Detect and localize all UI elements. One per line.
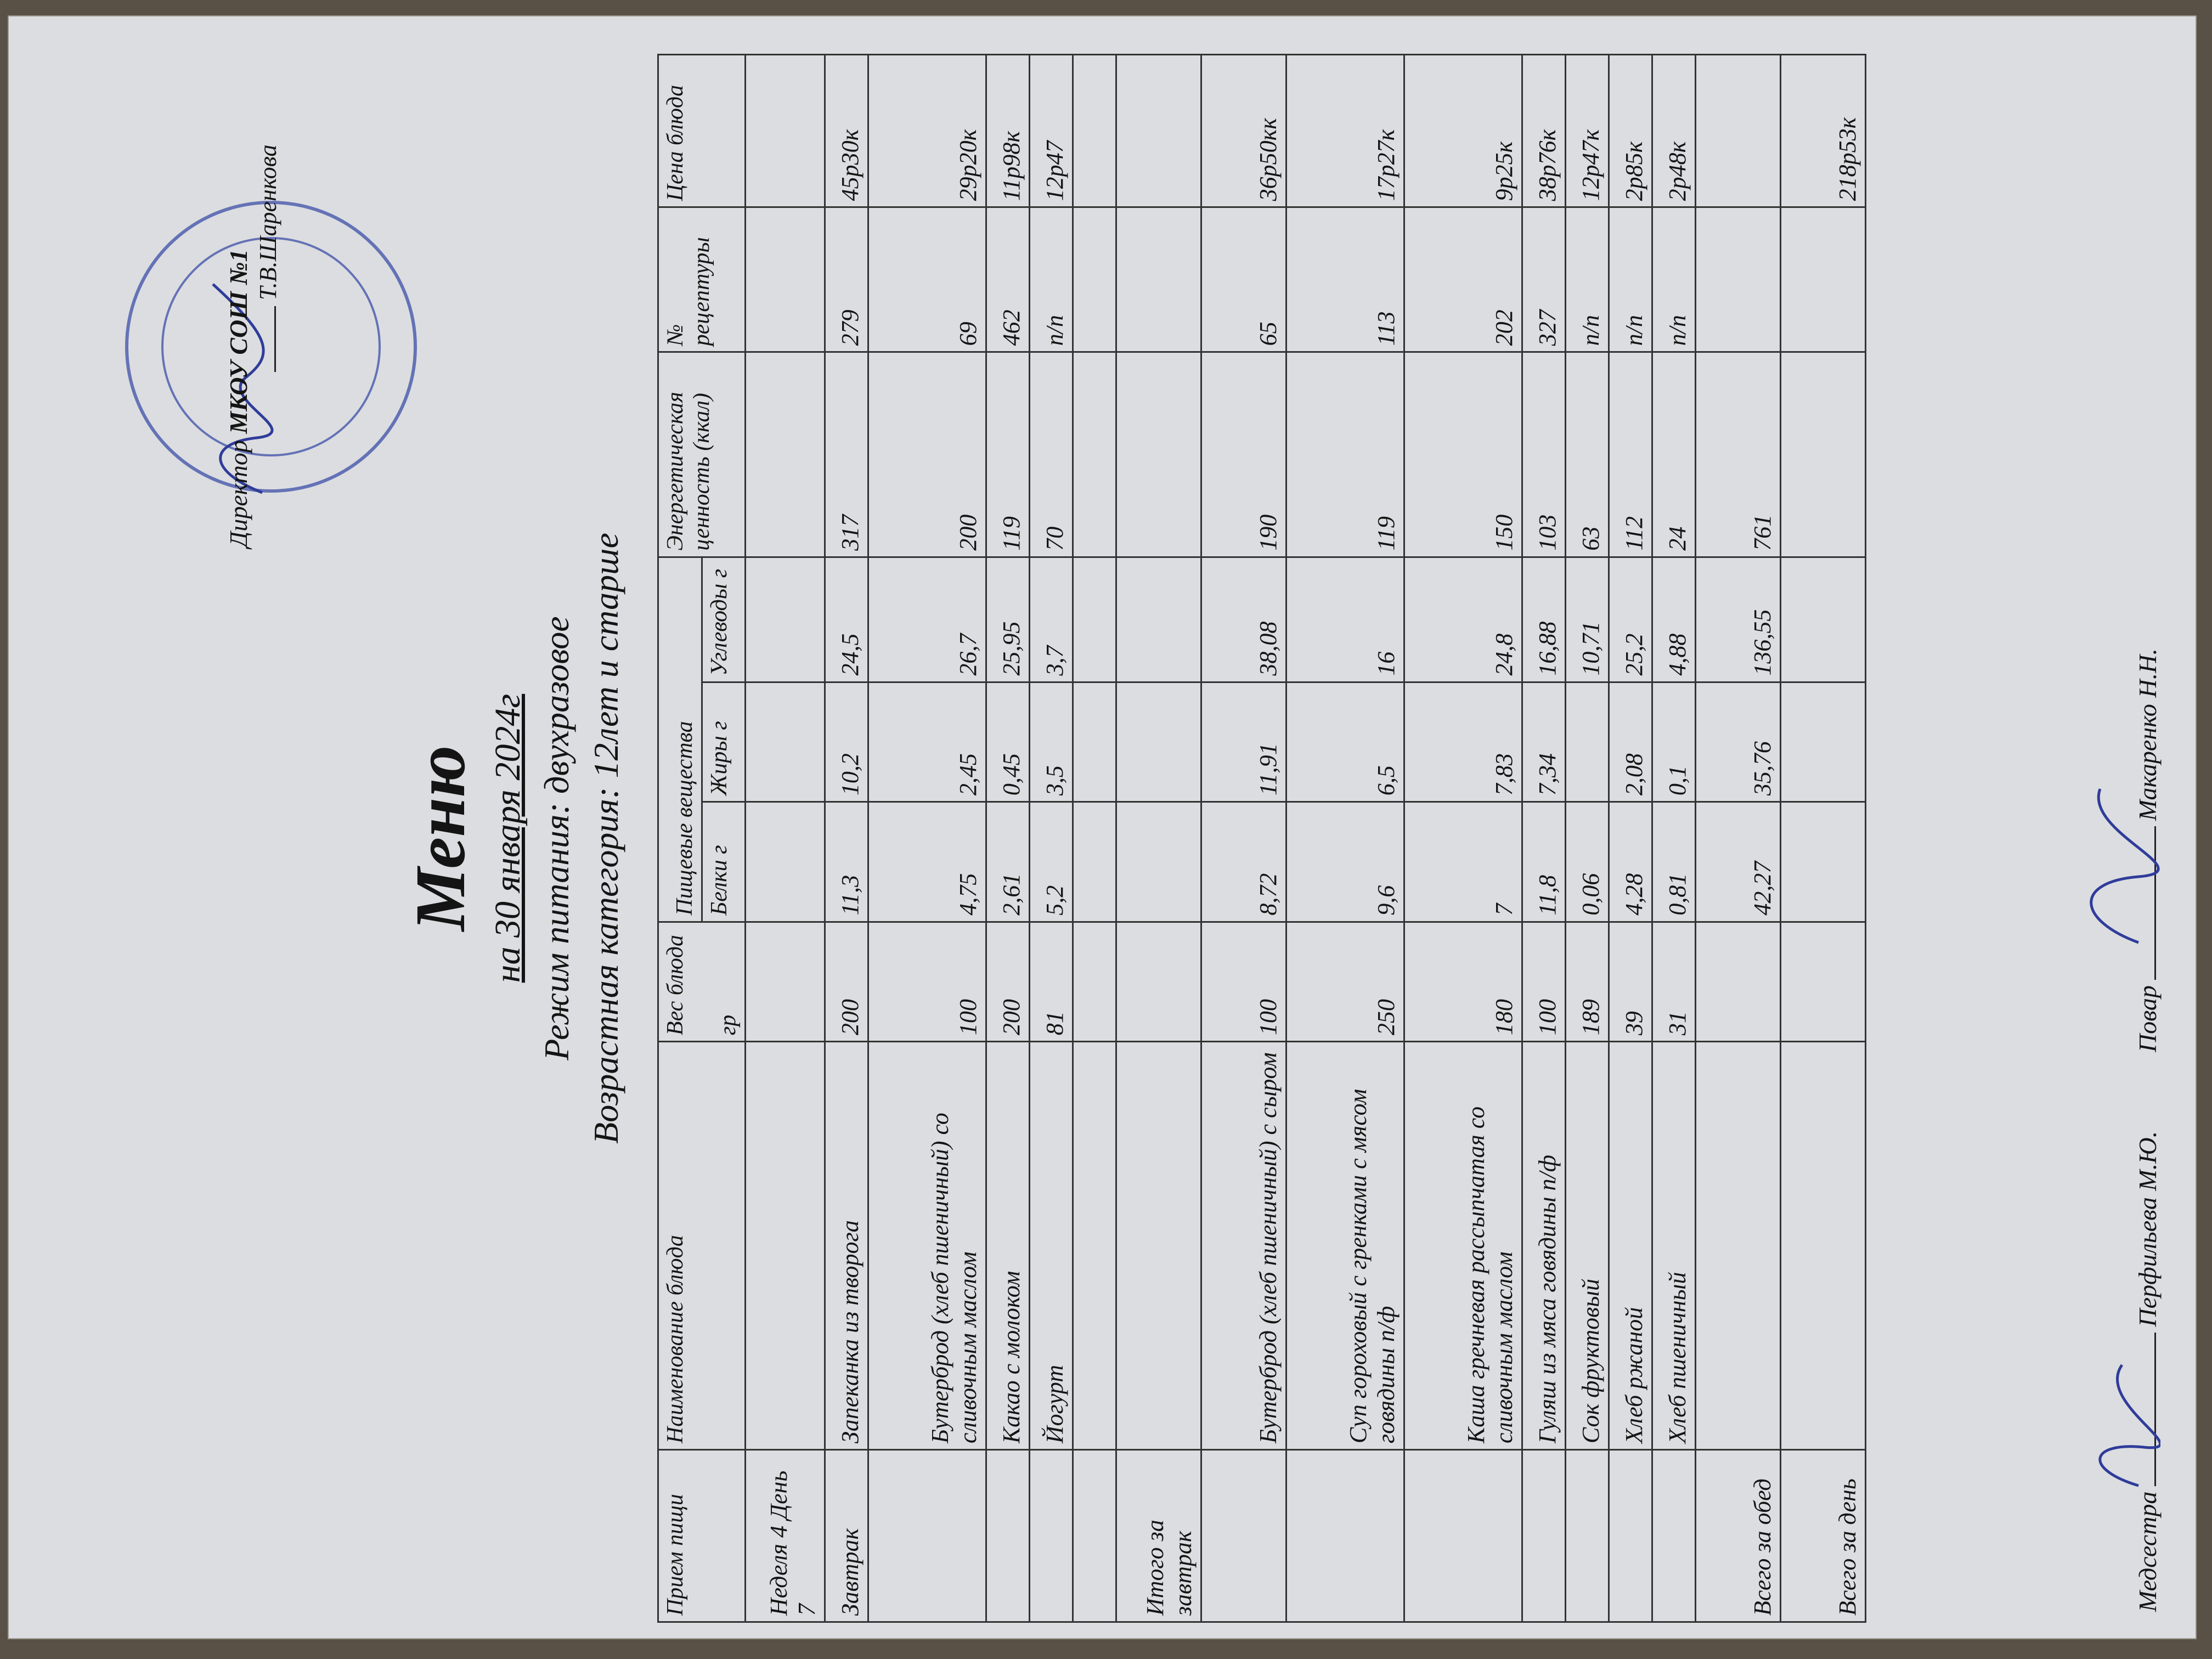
cell-price: 2р48к — [1652, 55, 1696, 207]
cell-carbs: 16 — [1286, 557, 1404, 682]
cell-price: 36р50кк — [1201, 55, 1286, 207]
cell-recipe — [1073, 207, 1116, 352]
cell-price: 29р20к — [868, 55, 986, 207]
cell-price — [1073, 55, 1116, 207]
cell-energy — [1073, 352, 1116, 557]
table-row — [1030, 55, 1073, 1622]
cell-fat: 11,91 — [1201, 682, 1286, 802]
header-nutrients: Пищевые вещества — [658, 557, 702, 922]
cell-recipe: 113 — [1286, 207, 1404, 352]
header-price: Цена блюда — [658, 55, 746, 207]
cell-weight: 200 — [825, 922, 868, 1042]
cell-weight: 100 — [868, 922, 986, 1042]
page-title: Меню — [401, 745, 480, 932]
cell-protein: 8,72 — [1201, 802, 1286, 922]
cell-protein: 0,81 — [1652, 802, 1696, 922]
cell-recipe — [1781, 207, 1866, 352]
cell-meal — [1566, 1449, 1609, 1622]
cell-meal — [1652, 1449, 1696, 1622]
cell-fat: 35,76 — [1696, 682, 1781, 802]
cell-energy: 190 — [1201, 352, 1286, 557]
cell-carbs: 25,2 — [1609, 557, 1652, 682]
table-row — [1404, 55, 1522, 1622]
header-weight-unit: гр — [715, 1014, 741, 1036]
cell-weight: 100 — [1201, 922, 1286, 1042]
director-name: Т.В.Шаренкова — [254, 144, 282, 372]
cell-protein: 2,61 — [986, 802, 1030, 922]
cell-recipe: п/п — [1652, 207, 1696, 352]
table-row — [1566, 55, 1609, 1622]
cell-price — [1696, 55, 1781, 207]
cell-energy: 103 — [1522, 352, 1566, 557]
cell-weight: 100 — [1522, 922, 1566, 1042]
cell-carbs — [1073, 557, 1116, 682]
menu-table — [657, 54, 1866, 1623]
cell-weight: 81 — [1030, 922, 1073, 1042]
director-line — [224, 249, 253, 548]
cell-carbs: 16,88 — [1522, 557, 1566, 682]
cell-dish: Запеканка из творога — [825, 1042, 868, 1450]
cell-energy: 24 — [1652, 352, 1696, 557]
header-fat: Жиры г — [702, 682, 746, 802]
cell-recipe: п/п — [1566, 207, 1609, 352]
cell-carbs: 26,7 — [868, 557, 986, 682]
cell-recipe: 69 — [868, 207, 986, 352]
cell-energy — [1116, 352, 1201, 557]
cell-weight: 39 — [1609, 922, 1652, 1042]
cell-energy: 119 — [986, 352, 1030, 557]
cell-fat: 6,5 — [1286, 682, 1404, 802]
cell-price: 38р76к — [1522, 55, 1566, 207]
cook-name: Макаренко Н.Н. — [2134, 648, 2162, 821]
meal-regime: Режим питания: двухразовое — [537, 616, 576, 1060]
cell-dish — [1781, 1042, 1866, 1450]
cell-fat — [1566, 682, 1609, 802]
cell-price: 12р47 — [1030, 55, 1073, 207]
table-row — [1073, 55, 1116, 1622]
nurse-label: Медсестра — [2134, 1491, 2162, 1612]
cell-dish: Какао с молоком — [986, 1042, 1030, 1450]
table-row — [825, 55, 868, 1622]
director-label: Директор — [224, 440, 252, 548]
cell-energy — [1781, 352, 1866, 557]
age-category: Возрастная категория: 12лет и старше — [586, 533, 625, 1144]
cook-signature-icon — [2067, 783, 2160, 948]
cell-energy: 112 — [1609, 352, 1652, 557]
table-row — [1522, 55, 1566, 1622]
nurse-signature-icon — [2078, 1359, 2160, 1491]
cook-label: Повар — [2134, 985, 2162, 1052]
cell-protein: 7 — [1404, 802, 1522, 922]
paper-sheet — [8, 15, 2197, 1639]
header-dish: Наименование блюда — [658, 1042, 746, 1450]
cell-protein — [1781, 802, 1866, 922]
cell-fat: 3,5 — [1030, 682, 1073, 802]
cell-dish: Хлеб пшеничный — [1652, 1042, 1696, 1450]
cell-recipe: 462 — [986, 207, 1030, 352]
cell-recipe — [1116, 207, 1201, 352]
cell-carbs: 136,55 — [1696, 557, 1781, 682]
cell-weight — [1781, 922, 1866, 1042]
header-protein: Белки г — [702, 802, 746, 922]
cell-carbs: 4,88 — [1652, 557, 1696, 682]
cell-energy: 317 — [825, 352, 868, 557]
cell-weight — [1696, 922, 1781, 1042]
cell-recipe: п/п — [1030, 207, 1073, 352]
cell-meal — [1609, 1449, 1652, 1622]
menu-table-body — [825, 55, 1866, 1622]
cell-carbs: 3,7 — [1030, 557, 1073, 682]
cell-carbs — [1116, 557, 1201, 682]
cell-carbs — [1781, 557, 1866, 682]
cell-weight: 200 — [986, 922, 1030, 1042]
cell-meal — [1030, 1449, 1073, 1622]
table-row — [1609, 55, 1652, 1622]
cell-meal: Завтрак — [825, 1449, 868, 1622]
cell-fat: 7,83 — [1404, 682, 1522, 802]
cell-meal — [1522, 1449, 1566, 1622]
cell-protein: 11,3 — [825, 802, 868, 922]
cell-carbs: 24,8 — [1404, 557, 1522, 682]
cell-energy: 200 — [868, 352, 986, 557]
cell-fat: 2,08 — [1609, 682, 1652, 802]
cell-meal: Итого за завтрак — [1116, 1449, 1201, 1622]
cell-weight: 250 — [1286, 922, 1404, 1042]
cell-protein — [1116, 802, 1201, 922]
header-recipe: № рецептуры — [658, 207, 746, 352]
cell-dish: Хлеб ржаной — [1609, 1042, 1652, 1450]
school-name: МКОУ СОШ №1 — [224, 249, 252, 434]
cell-energy: 761 — [1696, 352, 1781, 557]
cell-meal — [1201, 1449, 1286, 1622]
header-weight: Вес блюда гр — [658, 922, 746, 1042]
cell-fat: 10,2 — [825, 682, 868, 802]
cell-fat: 0,45 — [986, 682, 1030, 802]
cell-protein: 9,6 — [1286, 802, 1404, 922]
table-row — [1696, 55, 1781, 1622]
cell-protein: 42,27 — [1696, 802, 1781, 922]
cell-energy: 119 — [1286, 352, 1404, 557]
cell-recipe: п/п — [1609, 207, 1652, 352]
header-carbs: Углеводы г — [702, 557, 746, 682]
table-header-row — [658, 55, 702, 1622]
cell-meal — [1286, 1449, 1404, 1622]
cell-protein: 4,75 — [868, 802, 986, 922]
cell-dish: Йогурт — [1030, 1042, 1073, 1450]
cell-dish — [1073, 1042, 1116, 1450]
cell-price: 17р27к — [1286, 55, 1404, 207]
cell-dish: Бутерброд (хлеб пшеничный) со сливочным маслом — [868, 1042, 986, 1450]
nurse-name: Перфильева М.Ю. — [2134, 1131, 2162, 1327]
cell-fat: 2,45 — [868, 682, 986, 802]
cell-protein: 0,06 — [1566, 802, 1609, 922]
cell-fat: 0,1 — [1652, 682, 1696, 802]
cell-recipe: 279 — [825, 207, 868, 352]
cell-carbs: 38,08 — [1201, 557, 1286, 682]
table-row — [1652, 55, 1696, 1622]
table-row — [1201, 55, 1286, 1622]
cell-dish — [1696, 1042, 1781, 1450]
cell-recipe — [1696, 207, 1781, 352]
cell-fat: 7,34 — [1522, 682, 1566, 802]
cell-protein: 5,2 — [1030, 802, 1073, 922]
cell-fat — [1073, 682, 1116, 802]
cell-dish: Гуляш из мяса говядины п/ф — [1522, 1042, 1566, 1450]
cell-protein: 11,8 — [1522, 802, 1566, 922]
cell-price: 2р85к — [1609, 55, 1652, 207]
cell-recipe: 327 — [1522, 207, 1566, 352]
cell-dish — [1116, 1042, 1201, 1450]
cell-dish: Бутерброд (хлеб пшеничный) с сыром — [1201, 1042, 1286, 1450]
menu-date: на 30 января 2024г — [488, 693, 528, 983]
cell-meal — [1404, 1449, 1522, 1622]
cell-fat — [1781, 682, 1866, 802]
cell-carbs: 25,95 — [986, 557, 1030, 682]
cell-fat — [1116, 682, 1201, 802]
cell-price — [1116, 55, 1201, 207]
cell-carbs: 24,5 — [825, 557, 868, 682]
cell-weight — [1116, 922, 1201, 1042]
cell-energy: 150 — [1404, 352, 1522, 557]
table-row — [1116, 55, 1201, 1622]
cell-carbs: 10,71 — [1566, 557, 1609, 682]
table-row — [1286, 55, 1404, 1622]
menu-page — [15, 43, 2177, 1634]
cell-protein: 4,28 — [1609, 802, 1652, 922]
cell-price: 11р98к — [986, 55, 1030, 207]
cell-dish: Каша гречневая рассыпчатая со сливочным маслом — [1404, 1042, 1522, 1450]
cell-energy: 63 — [1566, 352, 1609, 557]
cell-price: 45р30к — [825, 55, 868, 207]
header-energy: Энергетическая ценность (ккал) — [658, 352, 746, 557]
table-row — [1781, 55, 1866, 1622]
cell-dish: Суп гороховый с гренками с мясом говядины п/ф — [1286, 1042, 1404, 1450]
cell-weight — [1073, 922, 1116, 1042]
cell-price: 9р25к — [1404, 55, 1522, 207]
week-day-row — [746, 55, 825, 1622]
cell-weight: 180 — [1404, 922, 1522, 1042]
cell-price: 218р53к — [1781, 55, 1866, 207]
week-day: Неделя 4 День 7 — [746, 1449, 825, 1622]
table-row — [986, 55, 1030, 1622]
cell-energy: 70 — [1030, 352, 1073, 557]
header-meal: Прием пищи — [658, 1449, 746, 1622]
cell-weight: 31 — [1652, 922, 1696, 1042]
cell-meal — [986, 1449, 1030, 1622]
table-row — [868, 55, 986, 1622]
cell-meal — [1073, 1449, 1116, 1622]
cell-recipe: 202 — [1404, 207, 1522, 352]
cell-protein — [1073, 802, 1116, 922]
cell-meal: Всего за день — [1781, 1449, 1866, 1622]
cell-weight: 189 — [1566, 922, 1609, 1042]
cell-dish: Сок фруктовый — [1566, 1042, 1609, 1450]
cell-meal: Всего за обед — [1696, 1449, 1781, 1622]
cell-meal — [868, 1449, 986, 1622]
cell-price: 12р47к — [1566, 55, 1609, 207]
cell-recipe: 65 — [1201, 207, 1286, 352]
